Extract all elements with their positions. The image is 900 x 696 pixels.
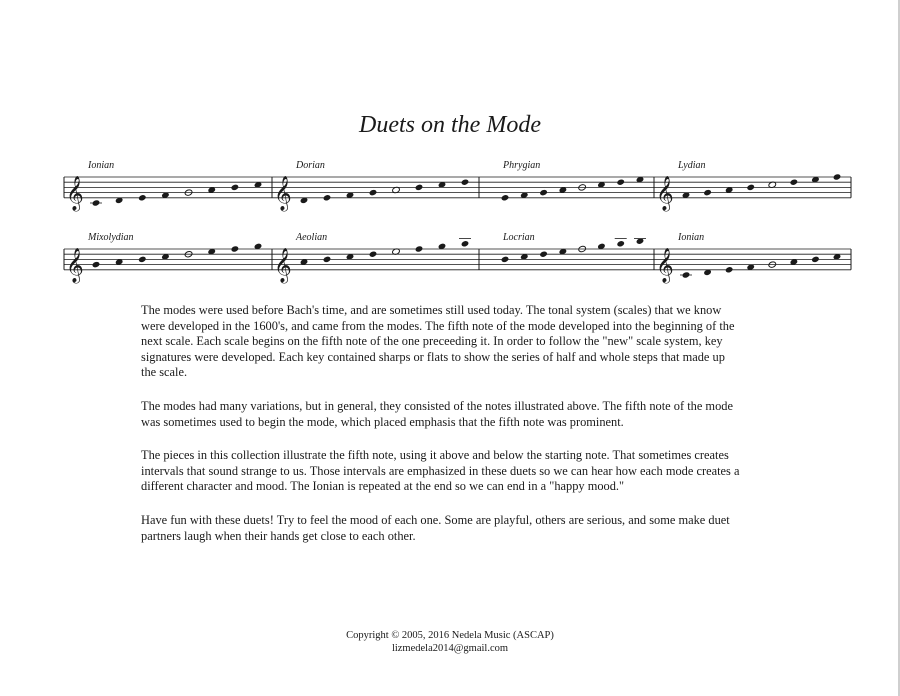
note: [703, 189, 712, 196]
treble-clef-icon: 𝄞: [274, 175, 292, 211]
mode-lydian: [656, 160, 841, 212]
body-text: [141, 303, 741, 562]
note: [415, 184, 424, 191]
note: [92, 199, 101, 206]
staff-row-2: [64, 232, 851, 284]
note: [682, 271, 691, 278]
note: [231, 245, 240, 252]
mode-label: Mixolydian: [88, 232, 134, 243]
note: [323, 256, 332, 263]
note: [501, 194, 510, 201]
page-title: Duets on the Mode: [359, 112, 541, 138]
note: [539, 251, 548, 258]
note: [811, 256, 820, 263]
mode-ionian: [656, 232, 841, 284]
note: [461, 179, 470, 186]
note: [501, 256, 510, 263]
email-text: lizmedela2014@gmail.com: [391, 643, 509, 654]
copyright-text: Copyright © 2005, 2016 Nedela Music (ASCAP): [346, 630, 554, 641]
mode-mixolydian: [66, 232, 262, 284]
note: [616, 179, 625, 186]
mode-label: Locrian: [503, 232, 535, 243]
footer: [0, 629, 900, 655]
mode-aeolian: [274, 232, 471, 284]
note: [790, 179, 799, 186]
note: [746, 184, 755, 191]
mode-phrygian: [501, 160, 645, 201]
note: [461, 240, 470, 247]
note: [92, 261, 101, 268]
paragraph-1: The modes were used before Bach's time, and are sometimes still used today. The tonal system (scales) that we know were developed in the 1600's, and came from the modes. The fifth note of the mode developed into the beginning of the next scale. Each scale begins on the fifth note of the one preceeding it. In order to follow the "new" scale system, key signatures were developed. Each key contained sharps or flats to show the series of half and whole steps that made up the scale.: [141, 303, 735, 380]
mode-label: Lydian: [678, 160, 706, 171]
mode-locrian: [501, 232, 646, 263]
paragraph-3: The pieces in this collection illustrate the fifth note, using it above and below the starting note. That sometimes creates intervals that sound strange to us. Those intervals are emphasized in these duets so we can hear how each mode creates a different character and mood. The Ionian is repeated at the end so we can end in a "happy mood.": [141, 448, 740, 494]
treble-clef-icon: 𝄞: [66, 247, 84, 283]
mode-staves: [0, 0, 900, 300]
note: [415, 245, 424, 252]
note: [833, 173, 842, 180]
mode-label: Phrygian: [503, 160, 541, 171]
treble-clef-icon: 𝄞: [66, 175, 84, 211]
note: [231, 184, 240, 191]
mode-ionian: [66, 160, 262, 212]
treble-clef-icon: 𝄞: [656, 247, 674, 283]
mode-label: Ionian: [678, 232, 705, 243]
treble-clef-icon: 𝄞: [274, 247, 292, 283]
note: [369, 189, 378, 196]
note: [323, 194, 332, 201]
mode-label: Ionian: [88, 160, 115, 171]
paragraph-4: Have fun with these duets! Try to feel the mood of each one. Some are playful, others are serious, and some make duet partners laugh when their hands get close to each other.: [141, 512, 730, 543]
note: [725, 266, 734, 273]
paragraph-2: The modes had many variations, but in general, they consisted of the notes illustrated above. The fifth note of the mode was sometimes used to begin the mode, which placed emphasis that the fifth note was prominent.: [141, 398, 733, 429]
note: [616, 240, 625, 247]
note: [138, 194, 147, 201]
mode-dorian: [274, 160, 469, 212]
note: [369, 251, 378, 258]
staff-row-1: [64, 160, 851, 212]
note: [539, 189, 548, 196]
mode-label: Aeolian: [296, 232, 328, 243]
treble-clef-icon: 𝄞: [656, 175, 674, 211]
note: [138, 256, 147, 263]
mode-label: Dorian: [296, 160, 325, 171]
